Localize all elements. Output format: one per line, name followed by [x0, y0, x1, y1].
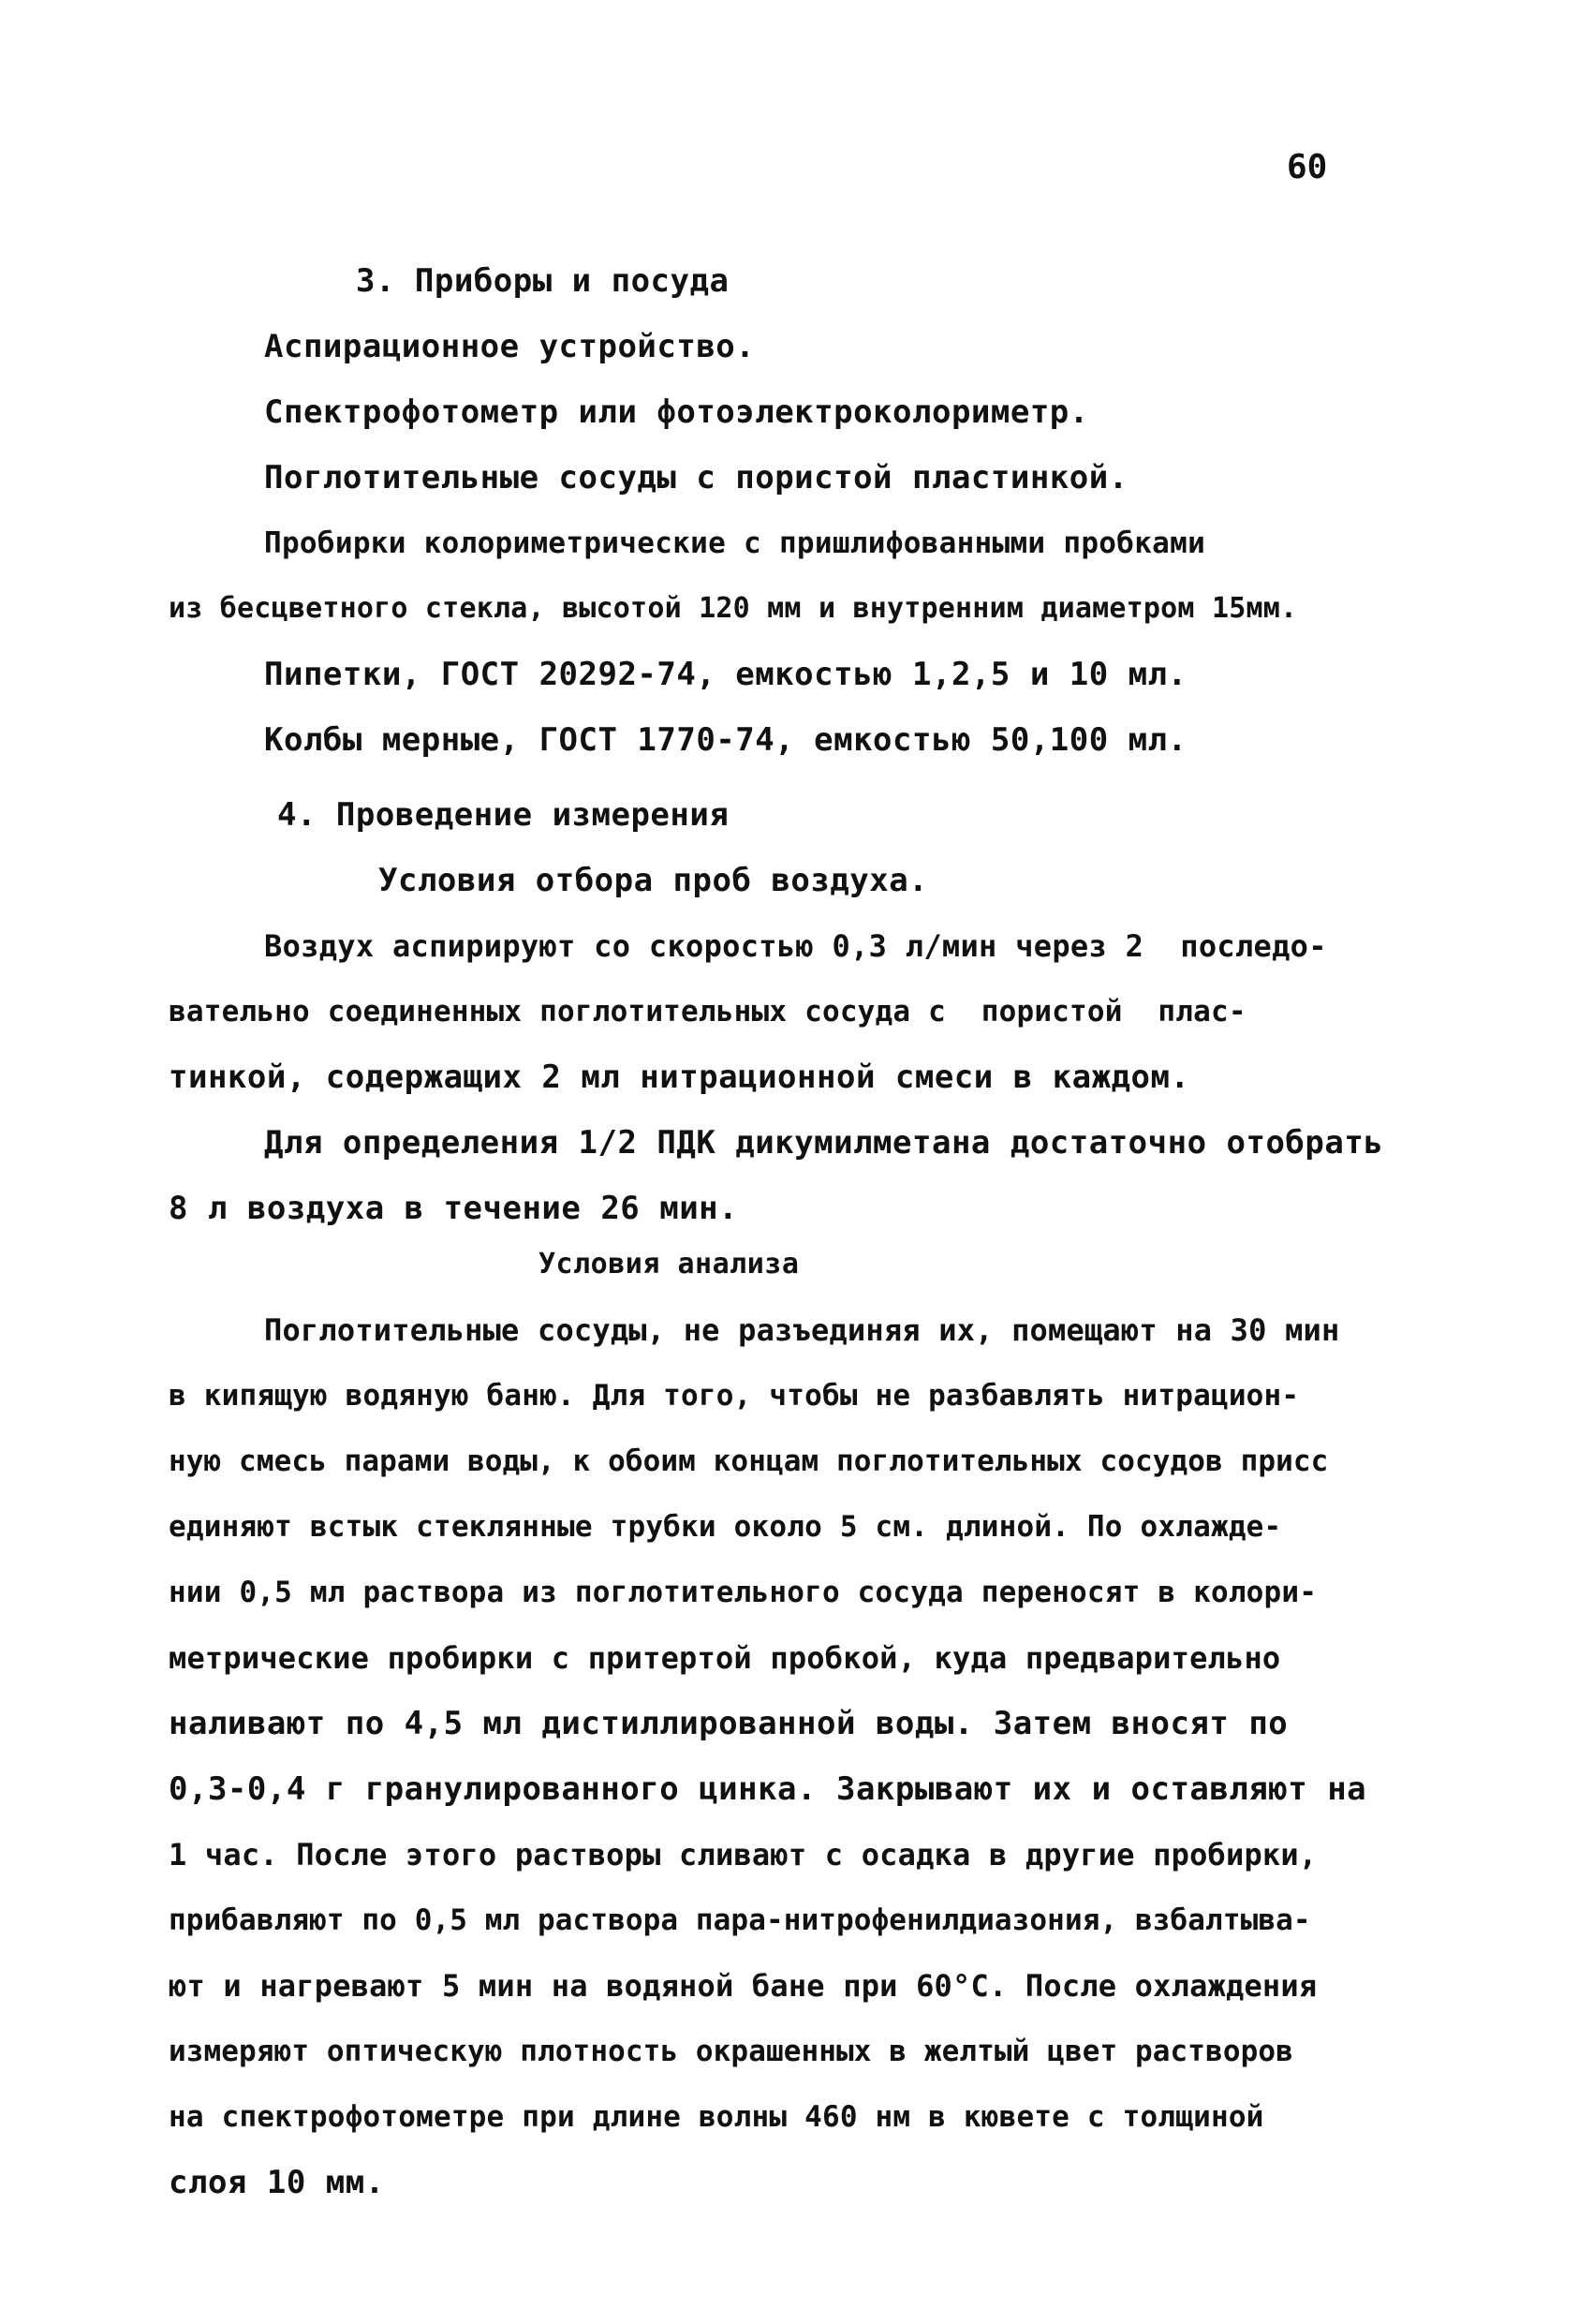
text-line: Пробирки колориметрические с пришлифованными пробками [264, 526, 1206, 560]
text-line: измеряют оптическую плотность окрашенных в желтый цвет растворов [169, 2035, 1293, 2068]
page-number: 60 [1287, 148, 1328, 186]
text-line: Колбы мерные, ГОСТ 1770-74, емкостью 50,100 мл. [264, 721, 1187, 759]
text-line: в кипящую водяную баню. Для того, чтобы не разбавлять нитрацион- [169, 1379, 1300, 1413]
text-line: из бесцветного стекла, высотой 120 мм и внутренним диаметром 15мм. [169, 592, 1298, 625]
text-line: наливают по 4,5 мл дистиллированной воды. Затем вносят по [169, 1705, 1289, 1742]
text-line: Поглотительные сосуды, не разъединяя их, помещают на 30 мин [264, 1312, 1340, 1348]
text-line: 1 час. После этого растворы сливают с осадка в другие пробирки, [169, 1837, 1318, 1873]
text-line: на спектрофотометре при длине волны 460 нм в кювете с толщиной [169, 2100, 1264, 2134]
text-line: Поглотительные сосуды с пористой пластинкой. [264, 459, 1128, 496]
text-line: прибавляют по 0,5 мл раствора пара-нитрофенилдиазония, взбалтыва- [169, 1903, 1311, 1937]
section-4-heading: 4. Проведение измерения [277, 796, 730, 834]
text-line: тинкой, содержащих 2 мл нитрационной смеси в каждом. [169, 1058, 1190, 1096]
text-line: Для определения 1/2 ПДК дикумилметана достаточно отобрать [264, 1124, 1384, 1162]
section-3-heading: 3. Приборы и посуда [356, 262, 730, 300]
text-line: Пипетки, ГОСТ 20292-74, емкостью 1,2,5 и 10 мл. [264, 656, 1187, 693]
text-line: ную смесь парами воды, к обоим концам поглотительных сосудов присс [169, 1444, 1329, 1478]
text-line: Спектрофотометр или фотоэлектроколориметр. [264, 393, 1089, 431]
text-line: единяют встык стеклянные трубки около 5 см. длиной. По охлажде- [169, 1510, 1282, 1544]
text-line: Аспирационное устройство. [264, 328, 756, 365]
text-line: слоя 10 мм. [169, 2164, 385, 2201]
text-line: Воздух аспирируют со скоростью 0,3 л/мин через 2 последо- [264, 928, 1327, 964]
text-line: нии 0,5 мл раствора из поглотительного сосуда переносят в колори- [169, 1576, 1318, 1609]
text-line: метрические пробирки с притертой пробкой, куда предварительно [169, 1640, 1281, 1676]
subheading-analysis: Условия анализа [538, 1248, 800, 1280]
text-line: 8 л воздуха в течение 26 мин. [169, 1190, 739, 1227]
subheading-sampling: Условия отбора проб воздуха. [378, 862, 929, 899]
text-line: ют и нагревают 5 мин на водяной бане при 60°С. После охлаждения [169, 1968, 1318, 2004]
text-line: 0,3-0,4 г гранулированного цинка. Закрывают их и оставляют на [169, 1770, 1367, 1808]
text-line: вательно соединенных поглотительных сосуда с пористой плас- [169, 995, 1246, 1029]
